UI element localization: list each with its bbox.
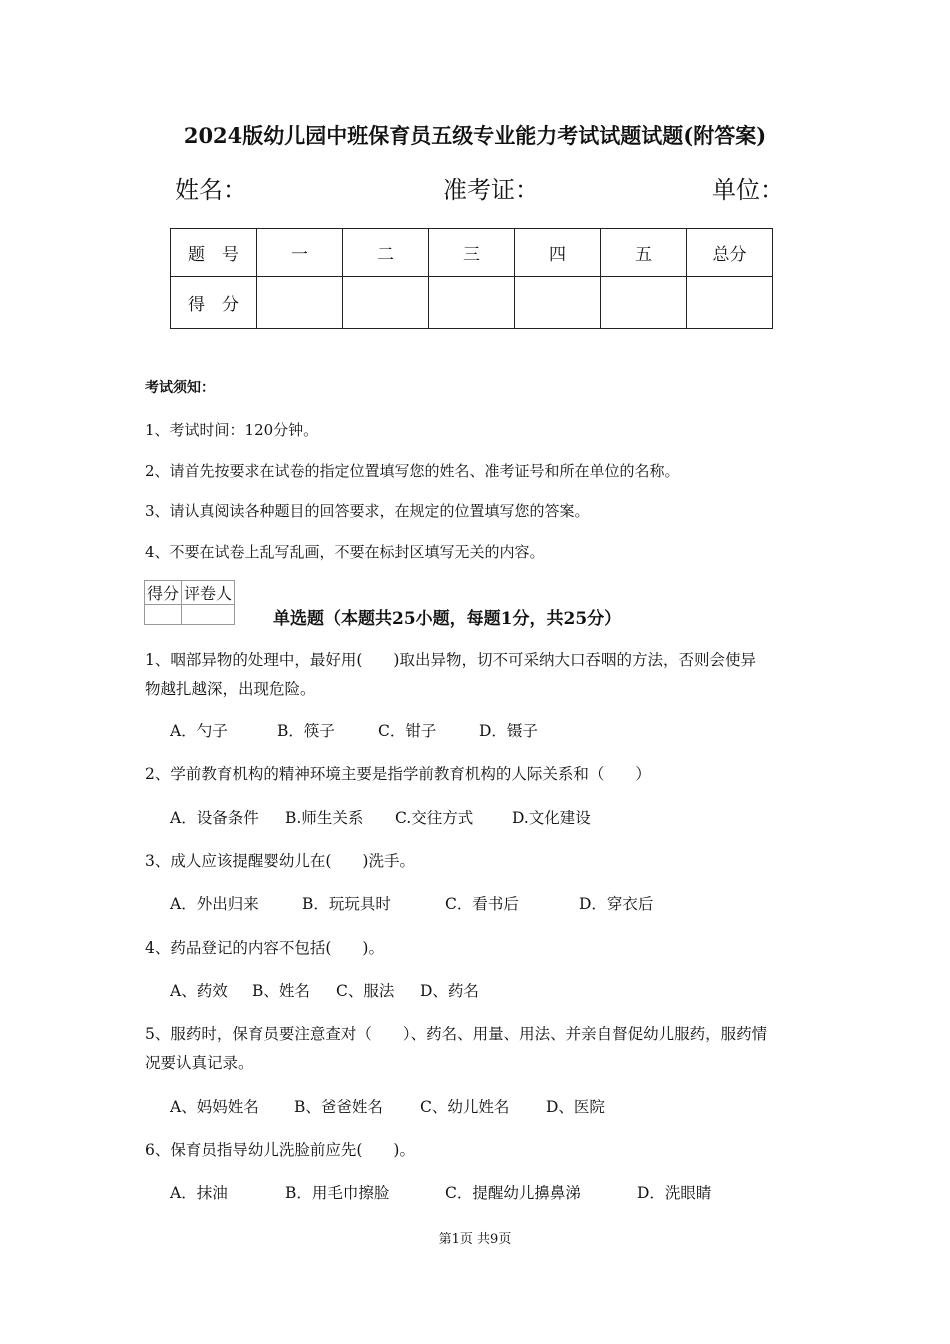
section-title: 单选题（本题共25小题，每题1分，共25分） [273, 609, 622, 629]
name-label: 姓名： [175, 176, 247, 204]
question-4-option-c[interactable]: C、服法 [336, 982, 395, 1000]
score-header-cell: 二 [343, 229, 429, 277]
question-1-line-1: 1、咽部异物的处理中，最好用( )取出异物，切不可采纳大口吞咽的方法，否则会使异 [145, 651, 756, 669]
grader-score-cell[interactable] [145, 605, 182, 625]
score-cell[interactable] [515, 277, 601, 329]
question-5-option-d[interactable]: D、医院 [546, 1098, 605, 1116]
score-row-label: 得 分 [171, 277, 257, 329]
question-4-option-a[interactable]: A、药效 [170, 982, 228, 1000]
grader-reviewer-label: 评卷人 [182, 581, 235, 605]
score-cell[interactable] [343, 277, 429, 329]
notice-item: 4、不要在试卷上乱写乱画，不要在标封区填写无关的内容。 [145, 543, 545, 561]
question-5-line-2: 况要认真记录。 [145, 1054, 254, 1072]
question-1-option-c[interactable]: C．钳子 [378, 722, 437, 740]
question-1-line-2: 物越扎越深，出现危险。 [145, 680, 316, 698]
question-3-option-b[interactable]: B．玩玩具时 [302, 895, 391, 913]
notice-item: 2、请首先按要求在试卷的指定位置填写您的姓名、准考证号和所在单位的名称。 [145, 462, 680, 480]
question-3-option-a[interactable]: A．外出归来 [170, 895, 259, 913]
question-1-option-a[interactable]: A．勺子 [170, 722, 228, 740]
score-cell[interactable] [687, 277, 773, 329]
exam-number-label: 准考证： [443, 176, 539, 204]
question-6-option-b[interactable]: B．用毛巾擦脸 [285, 1184, 390, 1202]
question-2-line-1: 2、学前教育机构的精神环境主要是指学前教育机构的人际关系和（ ） [145, 765, 651, 783]
question-5-option-a[interactable]: A、妈妈姓名 [170, 1098, 259, 1116]
question-5-option-b[interactable]: B、爸爸姓名 [294, 1098, 383, 1116]
question-4-line-1: 4、药品登记的内容不包括( )。 [145, 939, 384, 957]
grader-table [144, 580, 235, 625]
question-4-option-b[interactable]: B、姓名 [252, 982, 310, 1000]
question-5-option-c[interactable]: C、幼儿姓名 [420, 1098, 510, 1116]
score-header-cell: 总分 [687, 229, 773, 277]
notice-item: 1、考试时间：120分钟。 [145, 421, 319, 439]
question-1-option-d[interactable]: D．镊子 [479, 722, 538, 740]
question-3-option-d[interactable]: D．穿衣后 [579, 895, 654, 913]
question-6-option-a[interactable]: A．抹油 [170, 1184, 228, 1202]
page-title: 2024版幼儿园中班保育员五级专业能力考试试题试题(附答案) [183, 123, 767, 148]
question-1-option-b[interactable]: B．筷子 [277, 722, 335, 740]
question-3-option-c[interactable]: C．看书后 [445, 895, 519, 913]
question-6-line-1: 6、保育员指导幼儿洗脸前应先( )。 [145, 1141, 415, 1159]
score-cell[interactable] [601, 277, 687, 329]
question-4-option-d[interactable]: D、药名 [420, 982, 479, 1000]
question-3-line-1: 3、成人应该提醒婴幼儿在( )洗手。 [145, 852, 415, 870]
question-6-option-c[interactable]: C．提醒幼儿擤鼻涕 [445, 1184, 581, 1202]
unit-label: 单位： [712, 176, 784, 204]
score-table-score-row [171, 277, 773, 329]
question-6-option-d[interactable]: D．洗眼睛 [637, 1184, 712, 1202]
score-table [170, 228, 773, 329]
score-header-cell: 一 [257, 229, 343, 277]
score-header-cell: 五 [601, 229, 687, 277]
score-table-header-row [171, 229, 773, 277]
question-2-option-d[interactable]: D.文化建设 [512, 809, 591, 827]
notice-heading: 考试须知： [145, 380, 215, 396]
score-header-cell: 四 [515, 229, 601, 277]
grader-score-label: 得分 [145, 581, 182, 605]
notice-item: 3、请认真阅读各种题目的回答要求，在规定的位置填写您的答案。 [145, 502, 590, 520]
page-footer: 第1页 共9页 [438, 1232, 512, 1247]
grader-reviewer-cell[interactable] [182, 605, 235, 625]
question-2-option-a[interactable]: A．设备条件 [170, 809, 259, 827]
score-cell[interactable] [257, 277, 343, 329]
score-cell[interactable] [429, 277, 515, 329]
question-5-line-1: 5、服药时，保育员要注意查对（ ）、药名、用量、用法、并亲自督促幼儿服药，服药情 [145, 1025, 768, 1043]
score-header-cell: 三 [429, 229, 515, 277]
question-2-option-c[interactable]: C.交往方式 [395, 809, 474, 827]
question-2-option-b[interactable]: B.师生关系 [285, 809, 364, 827]
score-header-cell: 题 号 [171, 229, 257, 277]
